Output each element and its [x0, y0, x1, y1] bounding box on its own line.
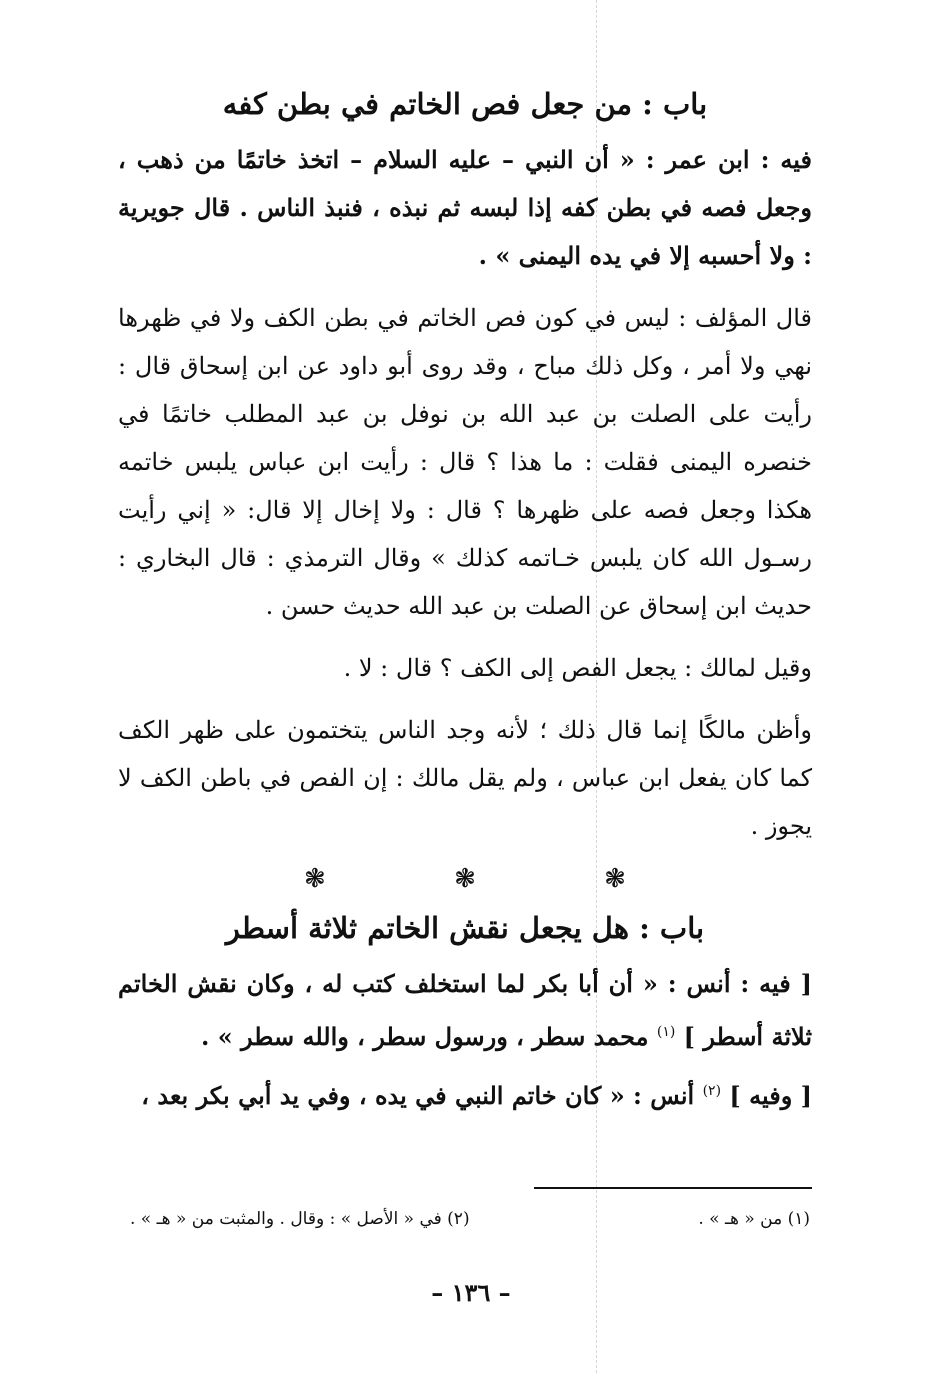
hadith-paragraph-1: فيه : ابن عمر : « أن النبي – عليه السلام – اتخذ خاتمًا من ذهب ، وجعل فصه في بطن كفه إذا لبسه ثم نبذه ، فنبذ الناس . قال جويرية : ولا أحسبه إلا في يده اليمنى » . [118, 145, 812, 270]
section-title-2: باب : هل يجعل نقش الخاتم ثلاثة أسطر [225, 911, 705, 945]
section-separator: ❃ ❃ ❃ [304, 864, 686, 894]
footnote-2: (٢) في « الأصل » : وقال . والمثبت من « هـ » . [130, 1209, 470, 1229]
malik-opinion-paragraph: وأظن مالكًا إنما قال ذلك ؛ لأنه وجد الناس يتختمون على ظهر الكف كما كان يفعل ابن عباس ، ولم يقل مالك : إن الفص في باطن الكف لا يجوز . [118, 716, 812, 840]
page-body [118, 70, 812, 1126]
footnote-divider [534, 1187, 812, 1189]
footnote-1: (١) من « هـ » . [698, 1209, 810, 1229]
hadith-paragraph-2 [118, 960, 812, 1061]
commentary-paragraph: قال المؤلف : ليس في كون فص الخاتم في بطن الكف ولا في ظهرها نهي ولا أمر ، وكل ذلك مباح ، وقد روى أبو داود عن ابن إسحاق قال : رأيت على الصلت بن عبد الله بن نوفل بن عبد المطلب خاتمًا في خنصره اليمنى فقلت : ما هذا ؟ قال : رأيت ابن عباس يلبس خاتمه هكذا وجعل فصه على ظهرها ؟ قال : ولا إخال إلا قال: « إني رأيت رسـول الله كان يلبس خـاتمه كذلك » وقال الترمذي : قال البخاري : حديث ابن إسحاق عن الصلت بن عبد الله حديث حسن . [118, 304, 812, 620]
hadith-3-start: [ وفيه ] [729, 1081, 812, 1110]
page-number: – ١٣٦ – [431, 1278, 511, 1307]
footnotes [130, 1205, 810, 1233]
hadith-3-rest: أنس : « كان خاتم النبي في يده ، وفي يد أبي بكر بعد ، [141, 1081, 695, 1110]
footnote-marker-1[interactable]: (١) [656, 1024, 676, 1040]
hadith-2-rest: محمد سطر ، ورسول سطر ، والله سطر » . [200, 1022, 649, 1051]
hadith-2-text: [ فيه : أنس : « أن أبا بكر لما استخلف كتب له ، وكان نقش الخاتم ثلاثة أسطر ] [118, 969, 812, 1051]
hadith-paragraph-3 [118, 1067, 812, 1120]
footnote-marker-2[interactable]: (٢) [702, 1083, 722, 1099]
malik-question-paragraph: وقيل لمالك : يجعل الفص إلى الكف ؟ قال : لا . [343, 654, 812, 682]
section-title-1: باب : من جعل فص الخاتم في بطن كفه [222, 87, 708, 121]
